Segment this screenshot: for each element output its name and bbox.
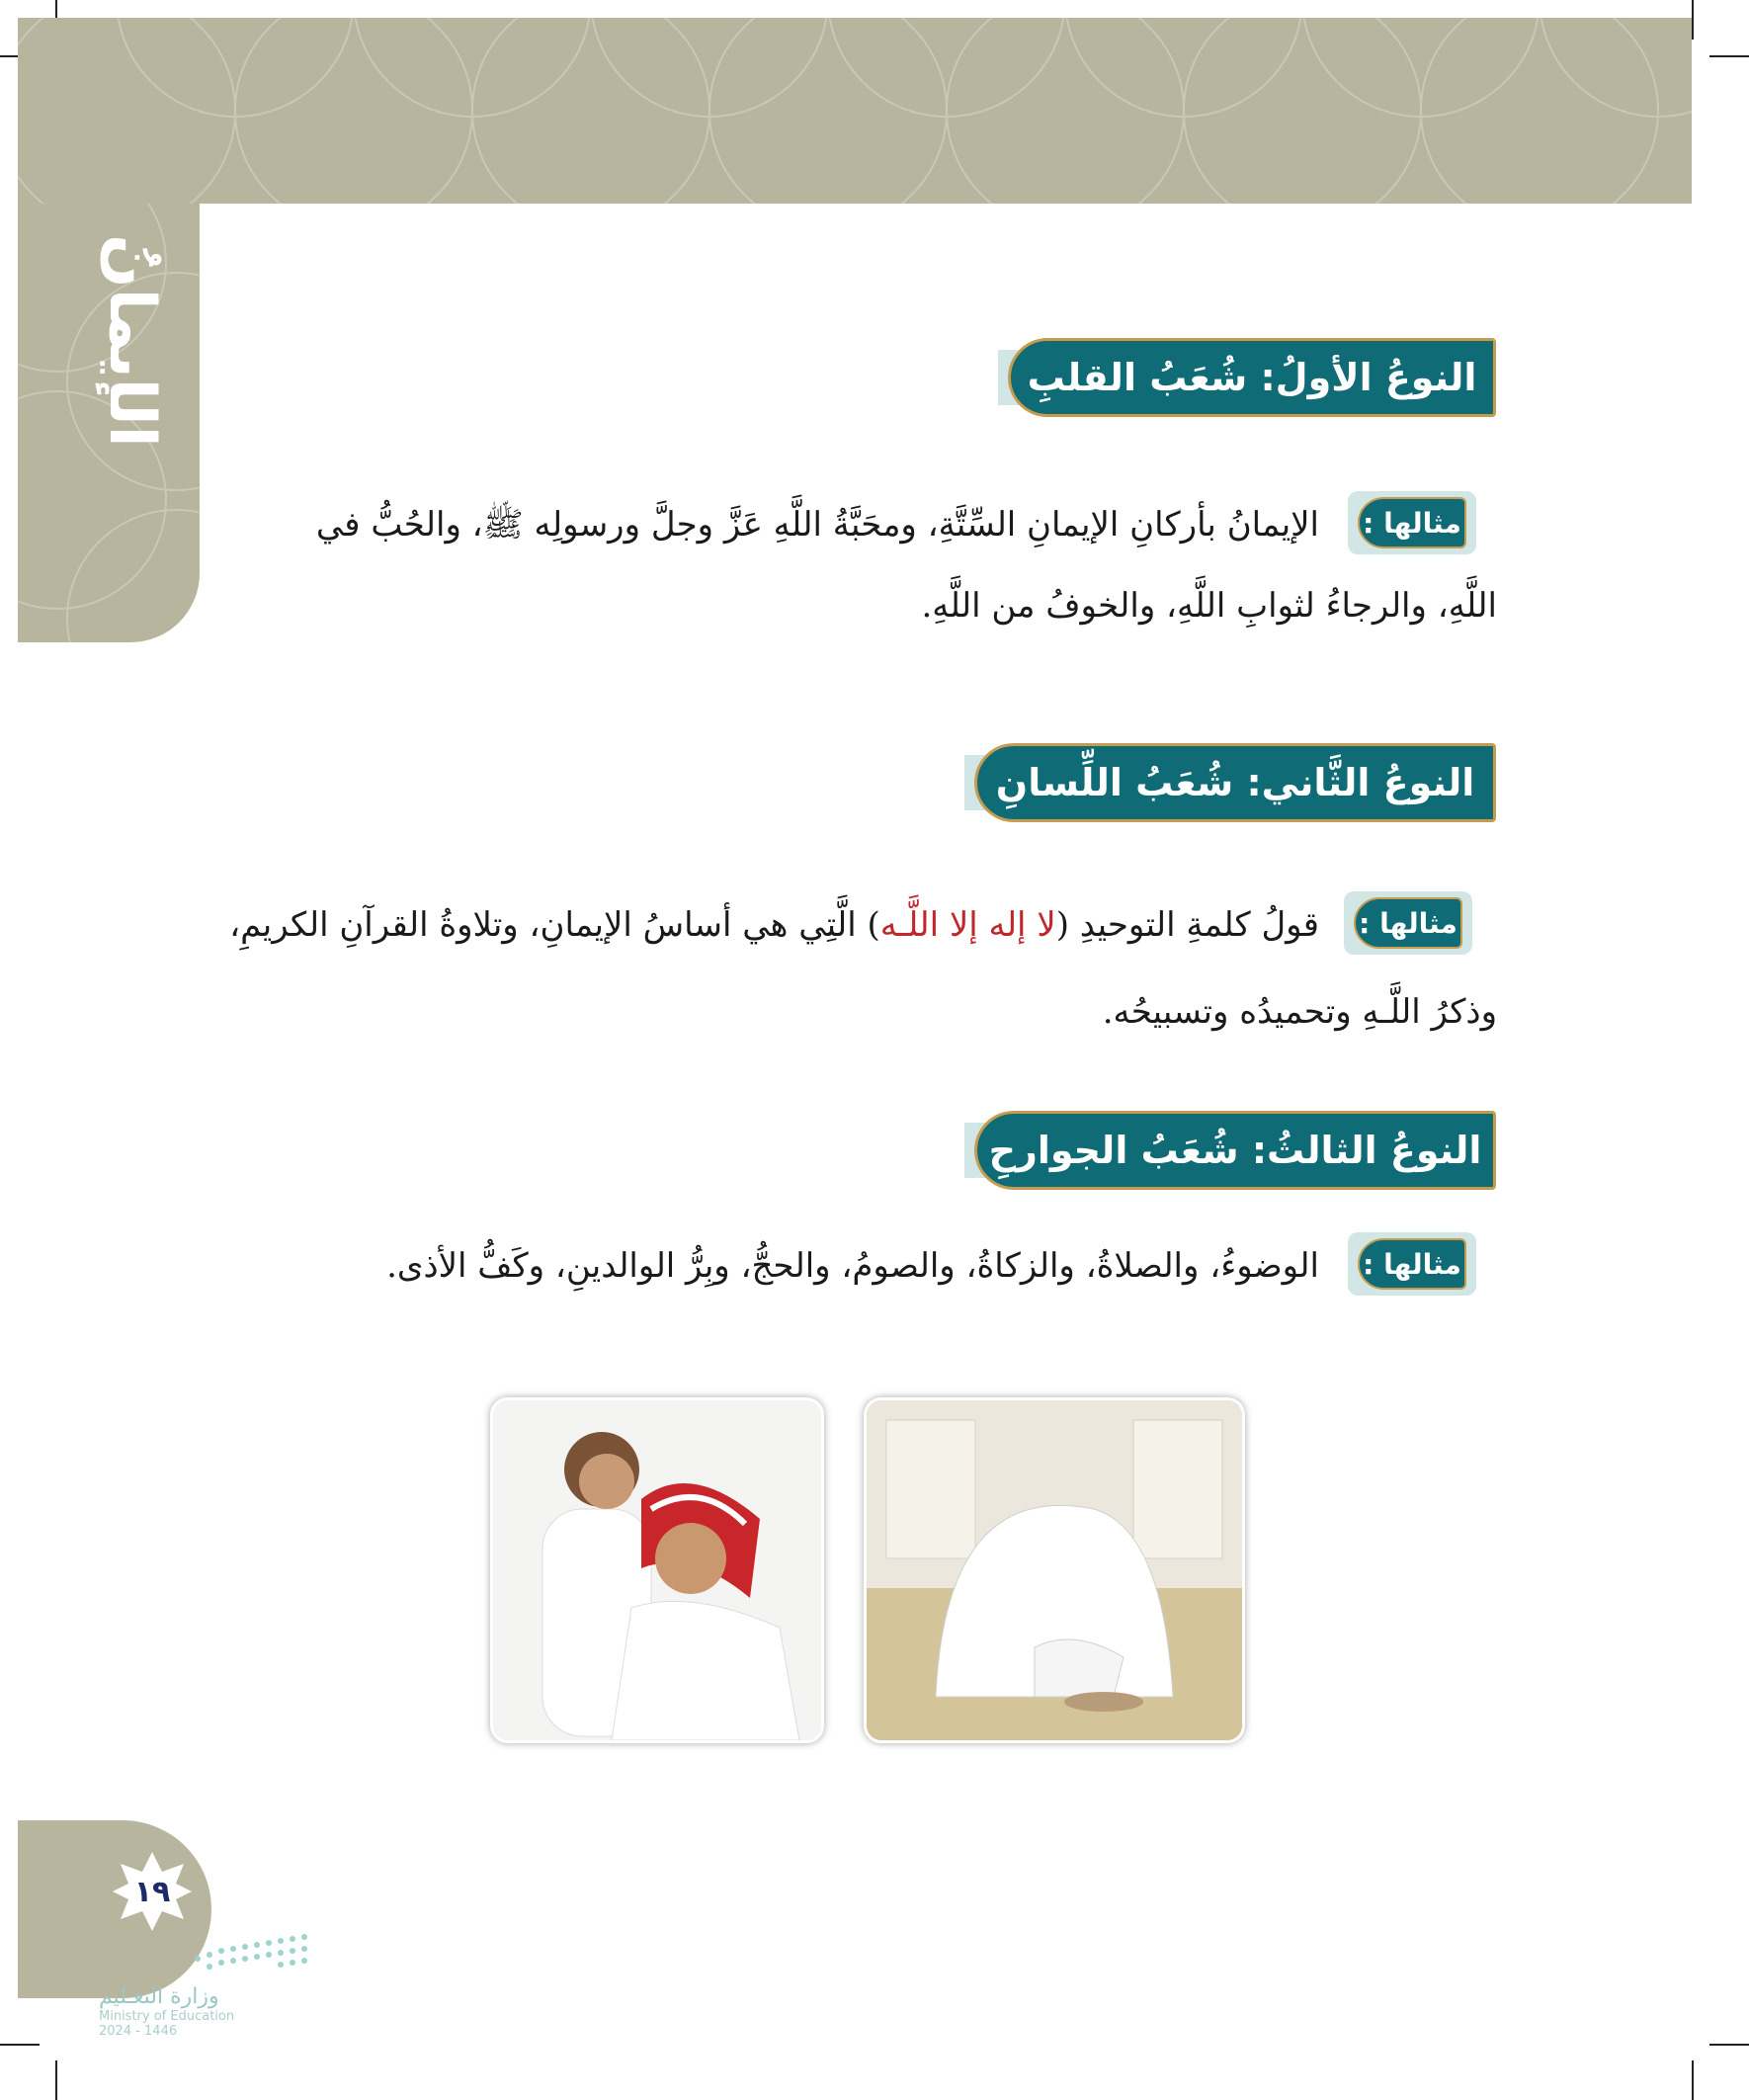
paragraph-line: الوضوءُ، والصلاةُ، والزكاةُ، والصومُ، والحجُّ، وبِرُّ الوالدينِ، وكَفُّ الأذى. [386, 1246, 1319, 1286]
father-son-illustration [493, 1400, 821, 1740]
trim-mark [1692, 0, 1694, 40]
prayer-illustration [867, 1400, 1242, 1740]
header-band [18, 18, 1692, 204]
trim-mark [1692, 2060, 1694, 2100]
trim-mark [1709, 2044, 1749, 2046]
islamic-pattern [18, 18, 1692, 204]
paragraph-line: اللَّهِ، والرجاءُ لثوابِ اللَّهِ، والخوفُ من اللَّهِ. [921, 586, 1497, 626]
text-segment: ) الَّتِي هي أساسُ الإيمانِ، وتلاوةُ القرآنِ الكريمِ، [229, 905, 880, 945]
tawhid-phrase: لا إله إلا اللَّـه [879, 905, 1056, 945]
section-heading-limbs [964, 1105, 1496, 1196]
photo-son-kissing-father [490, 1397, 824, 1743]
example-label-text: مثالها : [1358, 1238, 1466, 1290]
example-label [1348, 491, 1476, 554]
paragraph-line [208, 884, 1319, 966]
heading-pill: النوعُ الثَّاني: شُعَبُ اللِّسانِ [974, 743, 1496, 822]
ministry-name-ar: وزارة التعـليم [99, 1984, 219, 2009]
ministry-year: 2024 - 1446 [99, 2024, 178, 2039]
trim-mark [55, 2060, 57, 2100]
ministry-name-en: Ministry of Education [99, 2009, 235, 2024]
paragraph-line: وذكرُ اللَّـهِ وتحميدُه وتسبيحُه. [1102, 992, 1497, 1032]
example-label-text: مثالها : [1354, 897, 1462, 949]
example-label [1348, 1232, 1476, 1296]
trim-mark [0, 2044, 40, 2046]
section-heading-tongue [964, 737, 1496, 828]
heading-pill: النوعُ الأولُ: شُعَبُ القلبِ [1008, 338, 1496, 417]
example-label-text: مثالها : [1358, 497, 1466, 548]
heading-pill: النوعُ الثالثُ: شُعَبُ الجوارحِ [974, 1111, 1496, 1190]
page-number: ١٩ [133, 1874, 171, 1909]
ministry-logo [99, 1929, 316, 2048]
text-segment: قولُ كلمةِ التوحيدِ ( [1055, 905, 1319, 945]
photo-man-prostrating [864, 1397, 1245, 1743]
section-heading-heart [998, 332, 1496, 423]
chapter-title: الإيمانُ [95, 234, 168, 448]
example-label [1344, 891, 1472, 955]
paragraph-line: الإيمانُ بأركانِ الإيمانِ السِّتَّةِ، ومحَبَّةُ اللَّهِ عَزَّ وجلَّ ورسولِه ﷺ، والحُبُّ في [315, 505, 1319, 545]
trim-mark [1709, 55, 1749, 57]
dots-logo-icon [99, 1929, 316, 1978]
